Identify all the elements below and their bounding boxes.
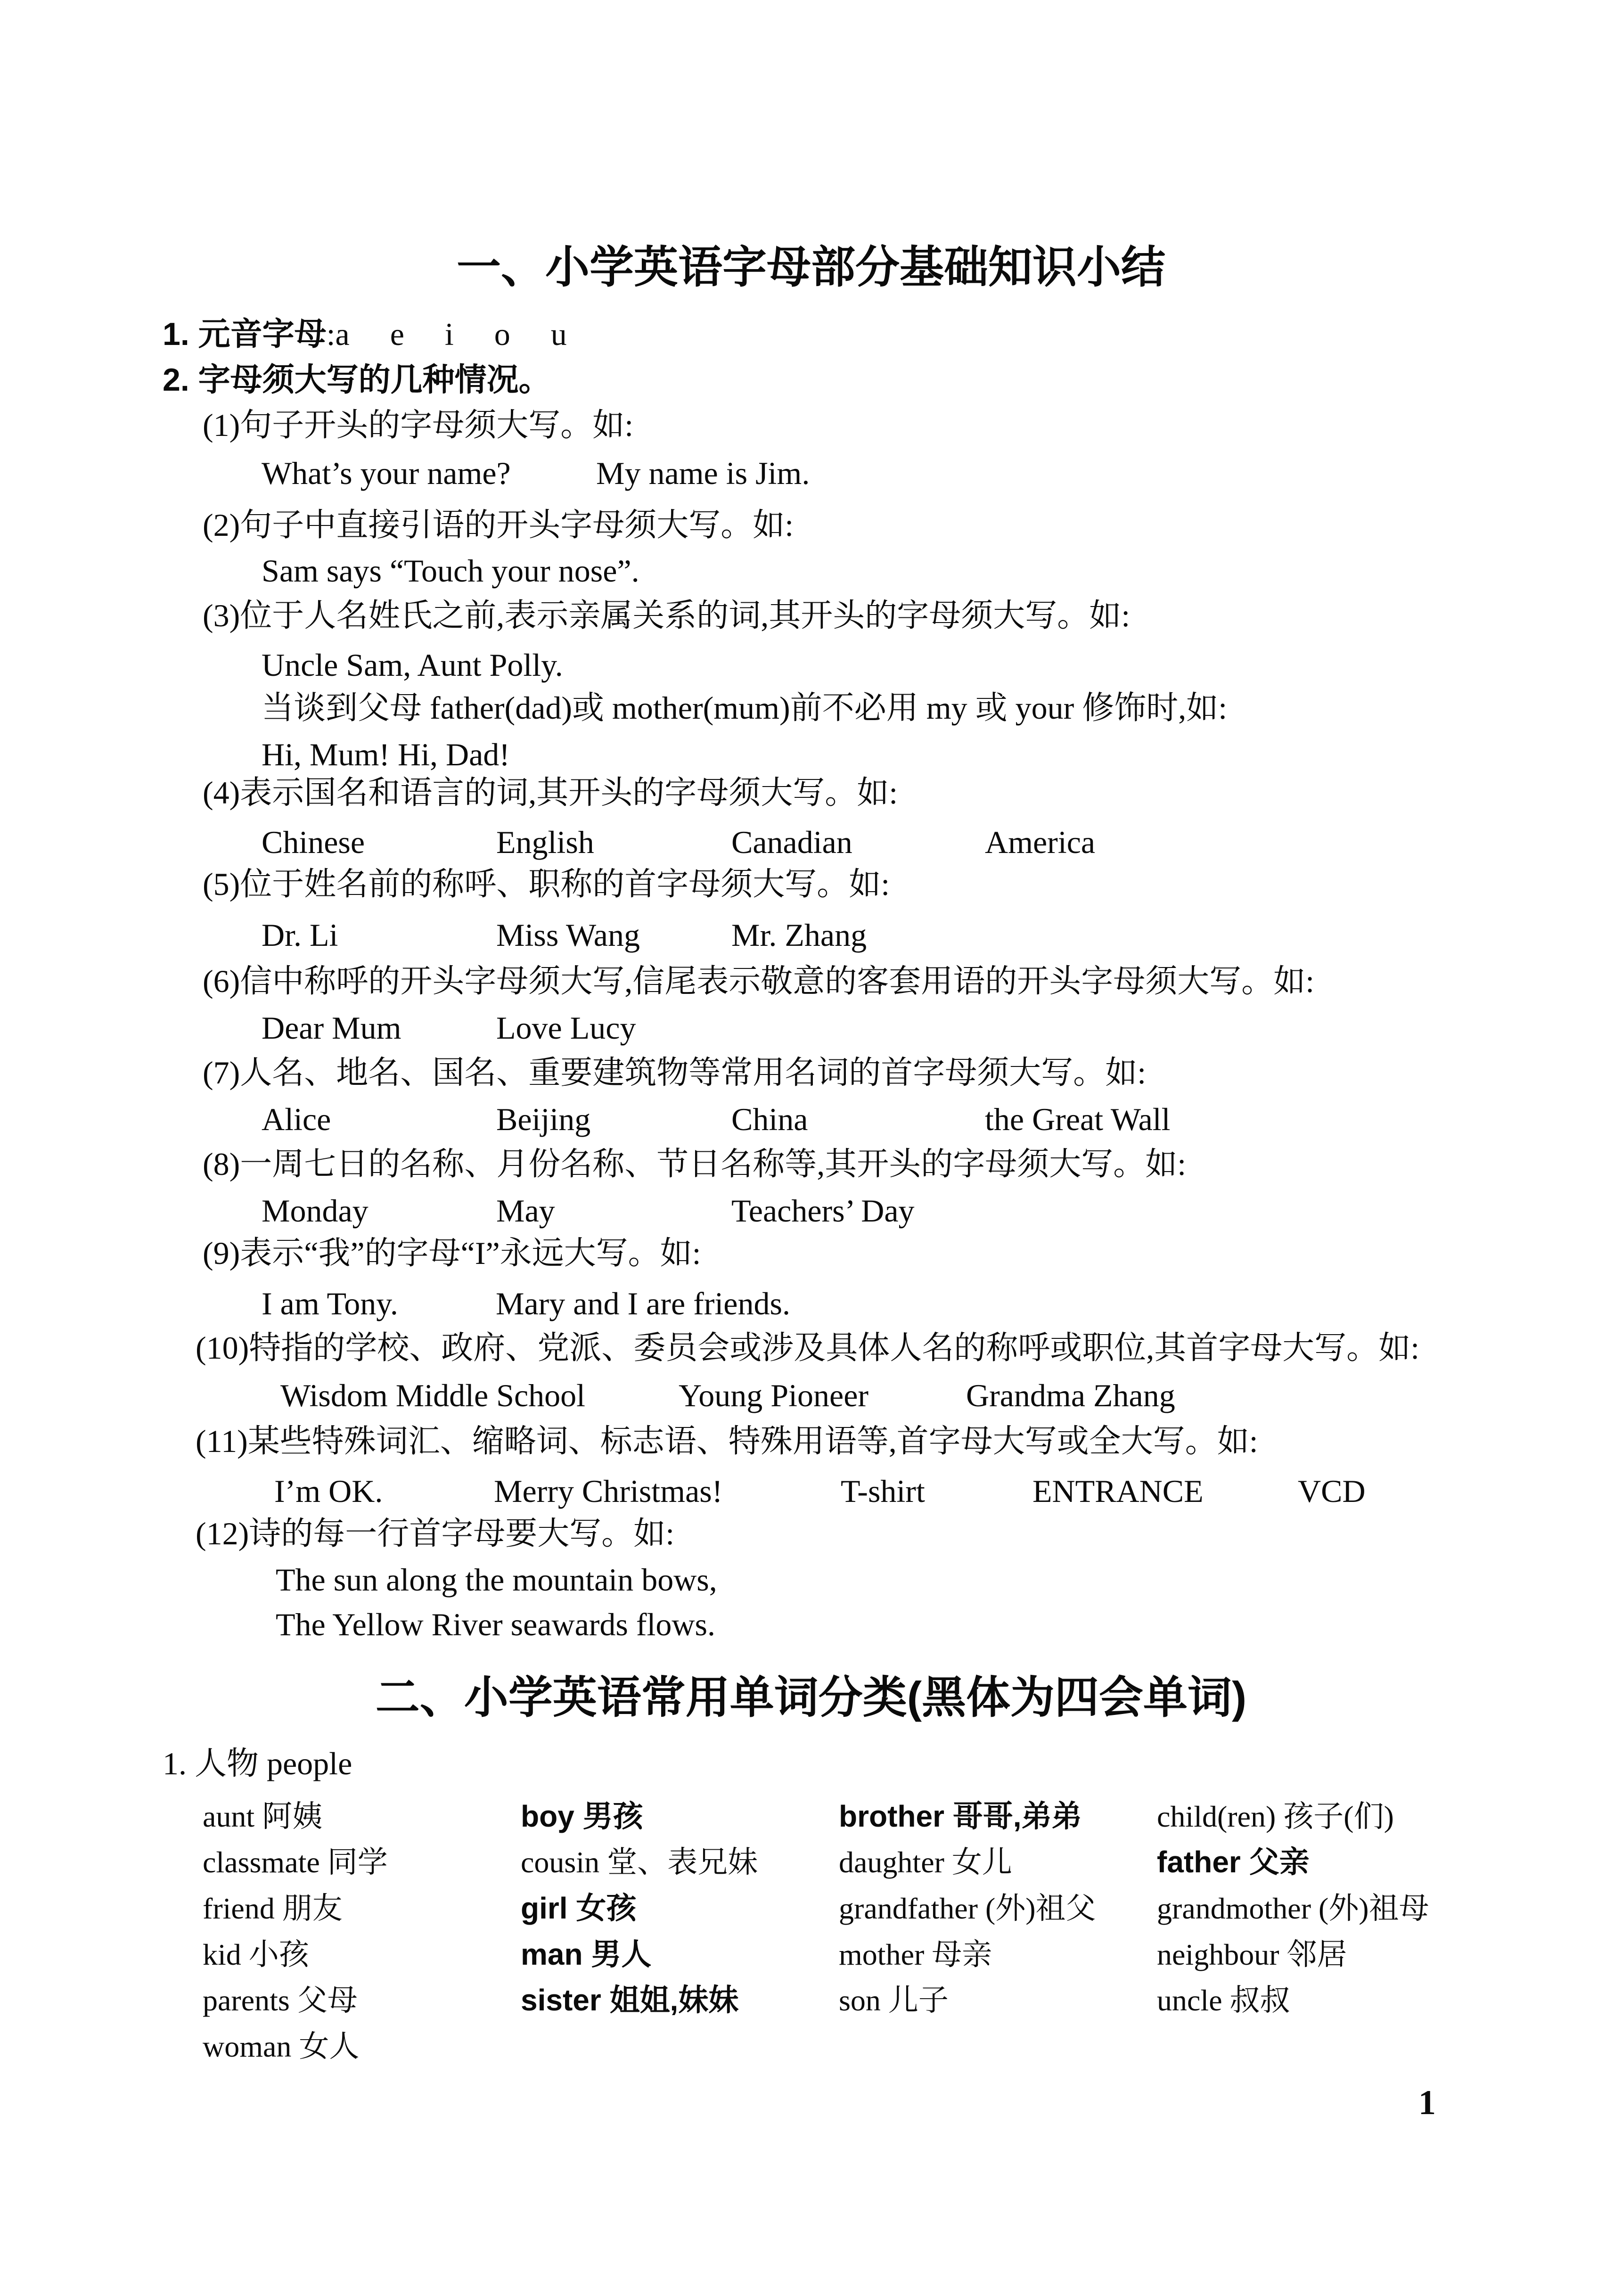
rule-text-5: 位于姓名前的称呼、职称的首字母须大写。如: bbox=[240, 866, 890, 902]
word-cell: kid 小孩 bbox=[203, 1938, 309, 1971]
section1-title: 一、小学英语字母部分基础知识小结 bbox=[456, 242, 1165, 292]
word-cell: classmate 同学 bbox=[203, 1845, 388, 1879]
rule-line-2 bbox=[203, 509, 794, 541]
example-7-2: Beijing bbox=[496, 1101, 591, 1137]
example-6-2: Love Lucy bbox=[496, 1010, 636, 1046]
rule-label-6: (6) bbox=[203, 963, 240, 999]
example-line-4 bbox=[0, 824, 1622, 866]
rule-label-8: (8) bbox=[203, 1146, 240, 1182]
word-cell: cousin 堂、表兄妹 bbox=[521, 1845, 758, 1879]
rule-line-3 bbox=[203, 599, 1130, 631]
example-3b-1: Hi, Mum! Hi, Dad! bbox=[262, 737, 510, 772]
rule-label-12: (12) bbox=[196, 1516, 249, 1551]
example-line-10 bbox=[0, 1377, 1622, 1419]
example-4-1: Chinese bbox=[262, 824, 365, 860]
word-row-1 bbox=[0, 1792, 1622, 1835]
rule-label-4: (4) bbox=[203, 775, 240, 811]
poem-line-1: The sun along the mountain bows, bbox=[276, 1562, 717, 1598]
rule-line-5 bbox=[203, 868, 890, 900]
word-cell: daughter 女儿 bbox=[839, 1845, 1012, 1879]
rule-label-11: (11) bbox=[196, 1423, 248, 1459]
rule-label-3: (3) bbox=[203, 598, 240, 633]
word-row-2 bbox=[0, 1838, 1622, 1880]
rule-text-6: 信中称呼的开头字母须大写,信尾表示敬意的客套用语的开头字母须大写。如: bbox=[240, 963, 1315, 999]
example-line-7 bbox=[0, 1101, 1622, 1143]
example-line-2 bbox=[0, 552, 1622, 595]
section2-title: 二、小学英语常用单词分类(黑体为四会单词) bbox=[375, 1673, 1247, 1722]
example-line-9 bbox=[0, 1285, 1622, 1328]
word-row-6 bbox=[0, 2022, 1622, 2065]
example-11-2: Merry Christmas! bbox=[494, 1473, 723, 1509]
example-8-3: Teachers’ Day bbox=[731, 1193, 915, 1229]
rule-line-11 bbox=[196, 1425, 1258, 1457]
example-3-1: Uncle Sam, Aunt Polly. bbox=[262, 647, 563, 683]
example-7-1: Alice bbox=[262, 1101, 331, 1137]
example-5-1: Dr. Li bbox=[262, 917, 338, 953]
word-cell: man 男人 bbox=[521, 1937, 652, 1971]
example-8-1: Monday bbox=[262, 1193, 369, 1229]
example-11-1: I’m OK. bbox=[274, 1473, 383, 1509]
word-cell: parents 父母 bbox=[203, 1984, 358, 2017]
word-cell: neighbour 邻居 bbox=[1157, 1938, 1347, 1971]
rule-line-1 bbox=[203, 409, 633, 441]
example-4-4: America bbox=[985, 824, 1096, 860]
vowel-colon: : bbox=[326, 316, 336, 352]
rule-text-10: 特指的学校、政府、党派、委员会或涉及具体人名的称呼或职位,其首字母大写。如: bbox=[249, 1330, 1420, 1366]
wordlist-heading: 1. 人物 people bbox=[163, 1746, 352, 1781]
rule-label-10: (10) bbox=[196, 1330, 249, 1366]
rule-label-7: (7) bbox=[203, 1055, 240, 1091]
word-cell: boy 男孩 bbox=[521, 1799, 643, 1833]
word-row-3 bbox=[0, 1884, 1622, 1927]
rule-line-8 bbox=[203, 1148, 1186, 1180]
rule-label-9: (9) bbox=[203, 1235, 240, 1271]
rule-text-12: 诗的每一行首字母要大写。如: bbox=[249, 1516, 675, 1551]
example-line-5 bbox=[0, 917, 1622, 959]
page-number: 1 bbox=[1418, 2083, 1436, 2122]
example-4-2: English bbox=[496, 824, 594, 860]
example-line-8 bbox=[0, 1192, 1622, 1235]
word-cell: sister 姐姐,妹妹 bbox=[521, 1983, 739, 2017]
example-11-5: VCD bbox=[1298, 1473, 1366, 1509]
word-cell: girl 女孩 bbox=[521, 1891, 637, 1925]
example-8-2: May bbox=[496, 1193, 555, 1229]
example-10-2: Young Pioneer bbox=[679, 1378, 869, 1413]
rule-label-5: (5) bbox=[203, 866, 240, 902]
word-cell: grandfather (外)祖父 bbox=[839, 1892, 1096, 1925]
rule-line-7 bbox=[203, 1057, 1146, 1089]
example-10-3: Grandma Zhang bbox=[966, 1378, 1175, 1413]
rule-text-8: 一周七日的名称、月份名称、节日名称等,其开头的字母须大写。如: bbox=[240, 1146, 1187, 1182]
word-cell: woman 女人 bbox=[203, 2030, 360, 2063]
example-line-3b bbox=[0, 736, 1622, 779]
example-11-4: ENTRANCE bbox=[1032, 1473, 1204, 1509]
example-10-1: Wisdom Middle School bbox=[280, 1378, 586, 1413]
word-cell: brother 哥哥,弟弟 bbox=[839, 1799, 1082, 1833]
rule-3-note: 当谈到父母 father(dad)或 mother(mum)前不必用 my 或 your 修饰时,如: bbox=[262, 690, 1228, 726]
word-cell: child(ren) 孩子(们) bbox=[1157, 1800, 1394, 1833]
vowel-letters-label: 1. 元音字母 bbox=[163, 316, 327, 352]
rule-text-7: 人名、地名、国名、重要建筑物等常用名词的首字母须大写。如: bbox=[240, 1055, 1147, 1091]
rule-line-9 bbox=[203, 1237, 701, 1269]
word-cell: grandmother (外)祖母 bbox=[1157, 1892, 1429, 1925]
example-5-2: Miss Wang bbox=[496, 917, 640, 953]
word-cell: aunt 阿姨 bbox=[203, 1800, 323, 1833]
word-cell: father 父亲 bbox=[1157, 1845, 1310, 1879]
capitalization-heading: 2. 字母须大写的几种情况。 bbox=[163, 362, 551, 398]
example-1-2: My name is Jim. bbox=[596, 455, 810, 491]
word-cell: uncle 叔叔 bbox=[1157, 1984, 1290, 2017]
word-cell: friend 朋友 bbox=[203, 1892, 343, 1925]
rule-text-4: 表示国名和语言的词,其开头的字母须大写。如: bbox=[240, 775, 898, 811]
example-line-1 bbox=[0, 455, 1622, 497]
example-11-3: T-shirt bbox=[841, 1473, 925, 1509]
rule-text-1: 句子开头的字母须大写。如: bbox=[240, 407, 634, 443]
example-line-3 bbox=[0, 647, 1622, 689]
rule-text-11: 某些特殊词汇、缩略词、标志语、特殊用语等,首字母大写或全大写。如: bbox=[247, 1423, 1258, 1459]
example-9-2: Mary and I are friends. bbox=[496, 1286, 790, 1321]
example-1-1: What’s your name? bbox=[262, 455, 511, 491]
rule-line-4 bbox=[203, 777, 898, 809]
example-5-3: Mr. Zhang bbox=[731, 917, 867, 953]
rule-line-10 bbox=[196, 1332, 1419, 1364]
rule-text-3: 位于人名姓氏之前,表示亲属关系的词,其开头的字母须大写。如: bbox=[240, 598, 1130, 633]
example-2-1: Sam says “Touch your nose”. bbox=[262, 553, 639, 589]
vowel-letters-line bbox=[163, 318, 567, 350]
rule-label-2: (2) bbox=[203, 507, 240, 543]
word-row-4 bbox=[0, 1930, 1622, 1973]
example-line-11 bbox=[0, 1473, 1622, 1515]
rule-label-1: (1) bbox=[203, 407, 240, 443]
vowel-letters: a e i o u bbox=[335, 316, 567, 352]
example-7-4: the Great Wall bbox=[985, 1101, 1171, 1137]
rule-line-6 bbox=[203, 965, 1314, 997]
rule-text-2: 句子中直接引语的开头字母须大写。如: bbox=[240, 507, 794, 543]
example-7-3: China bbox=[731, 1101, 808, 1137]
example-line-6 bbox=[0, 1009, 1622, 1052]
example-6-1: Dear Mum bbox=[262, 1010, 401, 1046]
word-row-5 bbox=[0, 1976, 1622, 2018]
example-4-3: Canadian bbox=[731, 824, 852, 860]
poem-line-2: The Yellow River seawards flows. bbox=[276, 1607, 715, 1642]
word-cell: mother 母亲 bbox=[839, 1938, 992, 1971]
rule-line-12 bbox=[196, 1517, 674, 1550]
example-9-1: I am Tony. bbox=[262, 1286, 398, 1321]
rule-text-9: 表示“我”的字母“I”永远大写。如: bbox=[240, 1235, 701, 1271]
word-cell: son 儿子 bbox=[839, 1984, 949, 2017]
